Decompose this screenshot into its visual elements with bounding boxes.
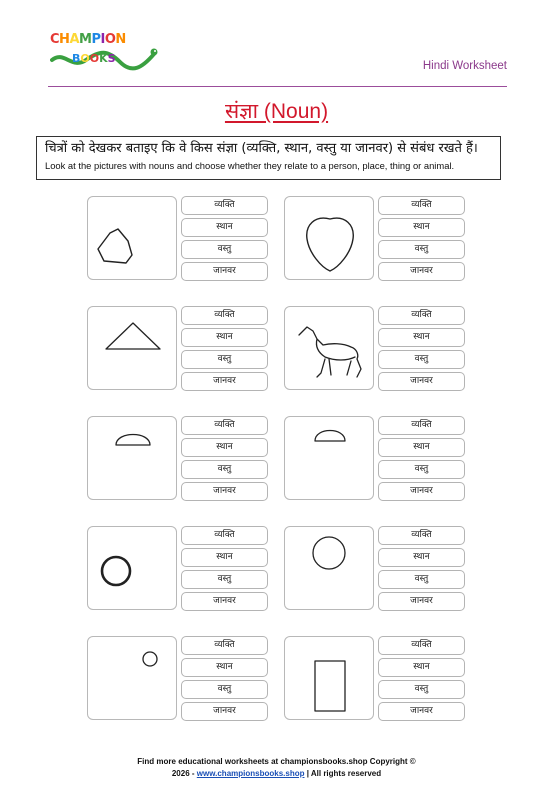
worksheet-label: Hindi Worksheet — [422, 60, 507, 72]
supermarket-icon — [285, 417, 375, 501]
option-place[interactable]: स्थान — [181, 438, 268, 457]
shoes-icon — [88, 197, 178, 281]
option-person[interactable]: व्यक्ति — [378, 416, 465, 435]
option-animal[interactable]: जानवर — [378, 702, 465, 721]
horse-icon — [285, 307, 375, 391]
island-icon — [88, 637, 178, 721]
picture-frame — [284, 526, 374, 610]
instruction-english: Look at the pictures with nouns and choose whether they relate to a person, place, thing or animal. — [45, 160, 455, 171]
option-animal[interactable]: जानवर — [181, 372, 268, 391]
page-title: संज्ञा (Noun) — [224, 100, 329, 123]
footer-link[interactable]: www.championsbooks.shop — [196, 769, 305, 778]
strawberry-icon — [285, 197, 375, 281]
logo-bottom-text: BOOKS — [72, 52, 116, 65]
house-icon — [88, 307, 178, 391]
option-animal[interactable]: जानवर — [378, 592, 465, 611]
option-person[interactable]: व्यक्ति — [378, 526, 465, 545]
instruction-box — [36, 136, 501, 180]
glasses-icon — [88, 527, 178, 611]
option-thing[interactable]: वस्तु — [181, 570, 268, 589]
option-place[interactable]: स्थान — [181, 218, 268, 237]
option-thing[interactable]: वस्तु — [378, 240, 465, 259]
option-place[interactable]: स्थान — [378, 218, 465, 237]
picture-frame — [87, 636, 177, 720]
champion-books-logo — [50, 30, 160, 72]
option-animal[interactable]: जानवर — [181, 592, 268, 611]
option-place[interactable]: स्थान — [378, 658, 465, 677]
option-animal[interactable]: जानवर — [378, 262, 465, 281]
option-place[interactable]: स्थान — [378, 548, 465, 567]
option-thing[interactable]: वस्तु — [181, 460, 268, 479]
picture-frame — [284, 306, 374, 390]
header-divider — [48, 86, 507, 87]
option-place[interactable]: स्थान — [181, 328, 268, 347]
picture-frame — [87, 196, 177, 280]
option-animal[interactable]: जानवर — [378, 482, 465, 501]
option-person[interactable]: व्यक्ति — [378, 636, 465, 655]
option-animal[interactable]: जानवर — [181, 482, 268, 501]
option-place[interactable]: स्थान — [378, 328, 465, 347]
option-person[interactable]: व्यक्ति — [181, 526, 268, 545]
option-thing[interactable]: वस्तु — [378, 350, 465, 369]
picture-frame — [284, 636, 374, 720]
picture-frame — [87, 306, 177, 390]
option-thing[interactable]: वस्तु — [181, 680, 268, 699]
option-person[interactable]: व्यक्ति — [181, 636, 268, 655]
option-thing[interactable]: वस्तु — [181, 350, 268, 369]
logo-top-text: CHAMPION — [50, 32, 126, 47]
picture-frame — [284, 416, 374, 500]
footer-line-1: Find more educational worksheets at championsbooks.shop Copyright © — [137, 757, 416, 766]
option-thing[interactable]: वस्तु — [378, 460, 465, 479]
option-animal[interactable]: जानवर — [378, 372, 465, 391]
option-animal[interactable]: जानवर — [181, 262, 268, 281]
option-thing[interactable]: वस्तु — [181, 240, 268, 259]
picture-frame — [284, 196, 374, 280]
option-person[interactable]: व्यक्ति — [378, 306, 465, 325]
page-footer — [0, 756, 553, 780]
hospital-icon — [285, 637, 375, 721]
instruction-hindi: चित्रों को देखकर बताइए कि वे किस संज्ञा (व्यक्ति, स्थान, वस्तु या जानवर) से संबंध रखते हैं। — [45, 141, 478, 156]
firefighter-icon — [88, 417, 178, 501]
picture-frame — [87, 416, 177, 500]
footer-line-2: 2026 - www.championsbooks.shop | All rights reserved — [171, 769, 382, 778]
option-animal[interactable]: जानवर — [181, 702, 268, 721]
option-person[interactable]: व्यक्ति — [181, 306, 268, 325]
option-person[interactable]: व्यक्ति — [378, 196, 465, 215]
option-place[interactable]: स्थान — [378, 438, 465, 457]
picture-frame — [87, 526, 177, 610]
option-place[interactable]: स्थान — [181, 658, 268, 677]
option-thing[interactable]: वस्तु — [378, 680, 465, 699]
option-thing[interactable]: वस्तु — [378, 570, 465, 589]
option-person[interactable]: व्यक्ति — [181, 196, 268, 215]
option-person[interactable]: व्यक्ति — [181, 416, 268, 435]
diver-icon — [285, 527, 375, 611]
option-place[interactable]: स्थान — [181, 548, 268, 567]
